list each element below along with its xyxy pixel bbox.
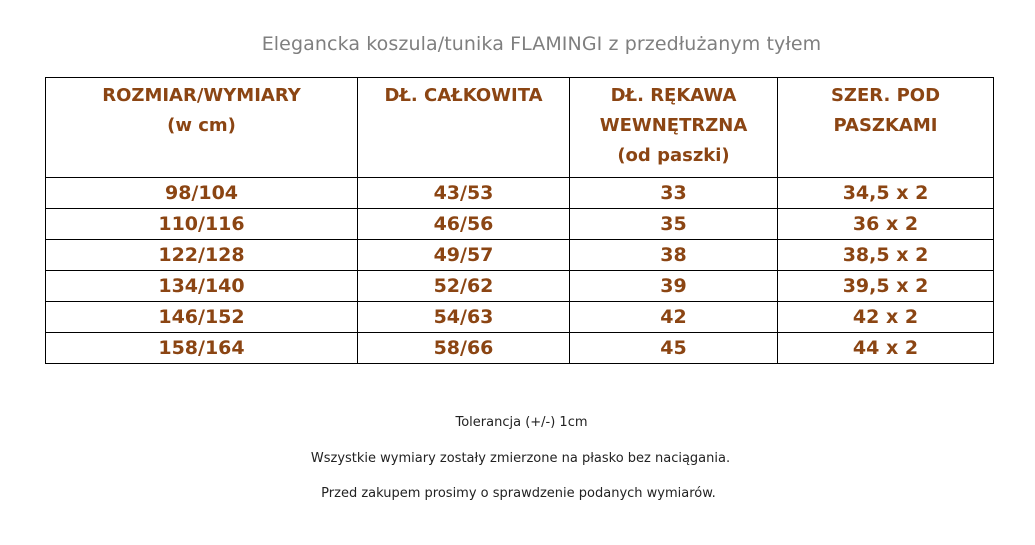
table-row	[46, 333, 994, 364]
header-size	[46, 78, 358, 178]
header-sleeve-length-line-2: WEWNĘTRZNA	[599, 115, 748, 136]
cell-size: 98/104	[46, 178, 358, 209]
table-row	[46, 209, 994, 240]
cell-sleeve-length: 45	[570, 333, 778, 364]
cell-sleeve-length: 35	[570, 209, 778, 240]
cell-size: 122/128	[46, 240, 358, 271]
cell-total-length: 52/62	[358, 271, 570, 302]
header-sleeve-length-line-3: (od paszki)	[617, 145, 730, 166]
cell-armpit-width: 39,5 x 2	[778, 271, 994, 302]
cell-armpit-width: 42 x 2	[778, 302, 994, 333]
measurement-note: Wszystkie wymiary zostały zmierzone na płasko bez naciągania.	[310, 451, 731, 466]
table-row	[46, 178, 994, 209]
cell-size: 146/152	[46, 302, 358, 333]
cell-total-length: 49/57	[358, 240, 570, 271]
cell-sleeve-length: 38	[570, 240, 778, 271]
cell-armpit-width: 36 x 2	[778, 209, 994, 240]
cell-armpit-width: 44 x 2	[778, 333, 994, 364]
header-armpit-width-line-1: SZER. POD	[830, 85, 941, 106]
check-note: Przed zakupem prosimy o sprawdzenie podanych wymiarów.	[321, 486, 716, 501]
cell-total-length: 58/66	[358, 333, 570, 364]
header-armpit-width-line-2: PASZKAMI	[833, 115, 938, 136]
header-armpit-width	[778, 78, 994, 178]
cell-size: 110/116	[46, 209, 358, 240]
cell-armpit-width: 38,5 x 2	[778, 240, 994, 271]
header-sleeve-length	[570, 78, 778, 178]
page-title: Elegancka koszula/tunika FLAMINGI z przedłużanym tyłem	[261, 33, 822, 55]
header-size-line-1: ROZMIAR/WYMIARY	[102, 85, 301, 106]
table-row	[46, 271, 994, 302]
tolerance-note: Tolerancja (+/-) 1cm	[455, 415, 588, 430]
cell-size: 134/140	[46, 271, 358, 302]
header-total-length	[358, 78, 570, 178]
table-row	[46, 302, 994, 333]
cell-total-length: 46/56	[358, 209, 570, 240]
header-sleeve-length-line-1: DŁ. RĘKAWA	[610, 85, 737, 106]
cell-total-length: 54/63	[358, 302, 570, 333]
header-size-line-2: (w cm)	[167, 115, 236, 136]
size-table	[45, 77, 994, 364]
table-row	[46, 240, 994, 271]
table-header-row	[46, 78, 994, 178]
cell-sleeve-length: 42	[570, 302, 778, 333]
cell-size: 158/164	[46, 333, 358, 364]
cell-sleeve-length: 33	[570, 178, 778, 209]
cell-total-length: 43/53	[358, 178, 570, 209]
cell-sleeve-length: 39	[570, 271, 778, 302]
header-total-length-line-1: DŁ. CAŁKOWITA	[384, 85, 543, 106]
cell-armpit-width: 34,5 x 2	[778, 178, 994, 209]
